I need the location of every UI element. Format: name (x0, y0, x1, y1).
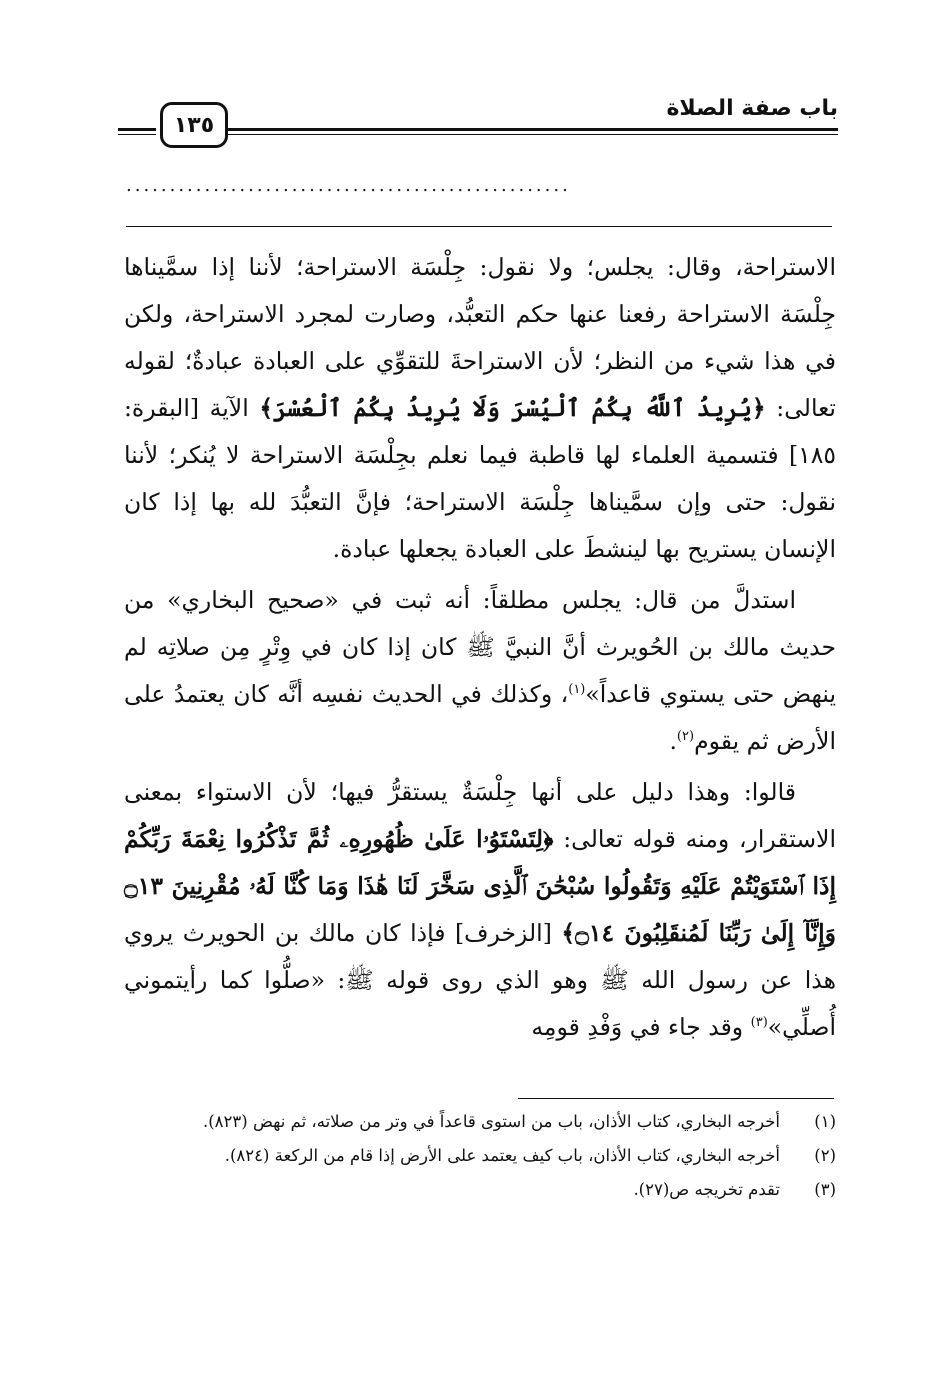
header-rule-left-thin (118, 134, 156, 135)
main-text (124, 244, 836, 1051)
paragraph-2 (124, 577, 836, 765)
footnote-text: أخرجه البخاري، كتاب الأذان، باب من استوى قاعداً في وتر من صلاته، ثم نهض (٨٢٣). (202, 1112, 780, 1131)
footnote-2 (124, 1142, 836, 1170)
footnote-rule (518, 1098, 834, 1099)
paragraph-3 (124, 769, 836, 1051)
footnote-ref-3: (٣) (750, 1015, 768, 1031)
footnote-number: (٣) (814, 1180, 836, 1199)
header-rule-thin (226, 134, 838, 135)
paragraph-2-text-c: . (669, 727, 677, 755)
footnote-text: تقدم تخريجه ص(٢٧). (633, 1180, 780, 1199)
paragraph-3-text-c: وقد جاء في وَفْدِ قومِه (531, 1013, 751, 1041)
chapter-title: باب صفة الصلاة (666, 96, 838, 121)
footnote-number: (٢) (814, 1146, 836, 1165)
footnote-number: (١) (814, 1112, 836, 1131)
quran-verse-1: ﴿يُرِيدُ ٱللَّهُ بِكُمُ ٱلْيُسْرَ وَلَا يُرِيدُ بِكُمُ ٱلْعُسْرَ﴾ (259, 394, 766, 422)
header-rule-left (118, 128, 156, 131)
separator-rule (126, 226, 832, 227)
footnote-3 (124, 1176, 836, 1204)
paragraph-2-text-a: استدلَّ من قال: يجلس مطلقاً: أنه ثبت في «صحيح البخاري» من حديث مالك بن الحُويرث أنَّ النبيَّ ﷺ كان إذا كان في وِتْرٍ مِن صلاتِه لم ينهض حتى يستوي قاعداً» (124, 586, 836, 708)
footnote-ref-1: (١) (568, 682, 586, 698)
footnote-1 (124, 1108, 836, 1136)
quran-verse-2: ﴿لِتَسْتَوُۥا عَلَىٰ ظُهُورِهِۦ ثُمَّ تَذْكُرُوا نِعْمَةَ رَبِّكُمْ إِذَا ٱسْتَوَيْتُمْ عَلَيْهِ وَتَقُولُوا سُبْحَٰنَ ٱلَّذِى سَخَّرَ لَنَا هَٰذَا وَمَا كُنَّا لَهُۥ مُقْرِنِينَ ۝١٣ وَإِنَّآ إِلَىٰ رَبِّنَا لَمُنقَلِبُونَ ۝١٤﴾ (124, 825, 836, 947)
paragraph-1-text-a: الاستراحة، وقال: يجلس؛ ولا نقول: جِلْسَة الاستراحة؛ لأننا إذا سمَّيناها جِلْسَة الاستراحة رفعنا عنها حكم التعبُّد، وصارت لمجرد الاستراحة، ولكن في هذا شيء من النظر؛ لأن الاستراحةَ للتقوِّي على العبادة عبادةٌ؛ لقوله تعالى: (124, 253, 836, 422)
paragraph-3-text-a: قالوا: وهذا دليل على أنها جِلْسَةٌ يستقرُّ فيها؛ لأن الاستواء بمعنى الاستقرار، ومنه قوله تعالى: (124, 778, 836, 853)
paragraph-3-text-b: [الزخرف] فإذا كان مالك بن الحويرث يروي هذا عن رسول الله ﷺ وهو الذي روى قوله ﷺ: «صلُّوا كما رأيتموني أُصلِّي» (124, 919, 836, 1041)
dotted-separator: ................................................... (126, 176, 571, 196)
paragraph-1 (124, 244, 836, 573)
footnotes (124, 1108, 836, 1210)
footnote-text: أخرجه البخاري، كتاب الأذان، باب كيف يعتمد على الأرض إذا قام من الركعة (٨٢٤). (224, 1146, 780, 1165)
page-header (118, 88, 838, 158)
paragraph-1-text-b: الآية [البقرة: ١٨٥] فتسمية العلماء لها قاطبة فيما نعلم بجِلْسَة الاستراحة لا يُنكر؛ لأننا نقول: حتى وإن سمَّيناها جِلْسَة الاستراحة؛ فإنَّ التعبُّدَ لله بها إذا كان الإنسان يستريح بها لينشطَ على العبادة يجعلها عبادة. (124, 394, 837, 563)
header-rule (226, 128, 838, 131)
paragraph-2-text-b: ، وكذلك في الحديث نفسِه أنَّه كان يعتمدُ على الأرض ثم يقوم (124, 680, 836, 755)
footnote-ref-2: (٢) (676, 729, 695, 745)
page-number: ١٣٥ (160, 102, 228, 148)
